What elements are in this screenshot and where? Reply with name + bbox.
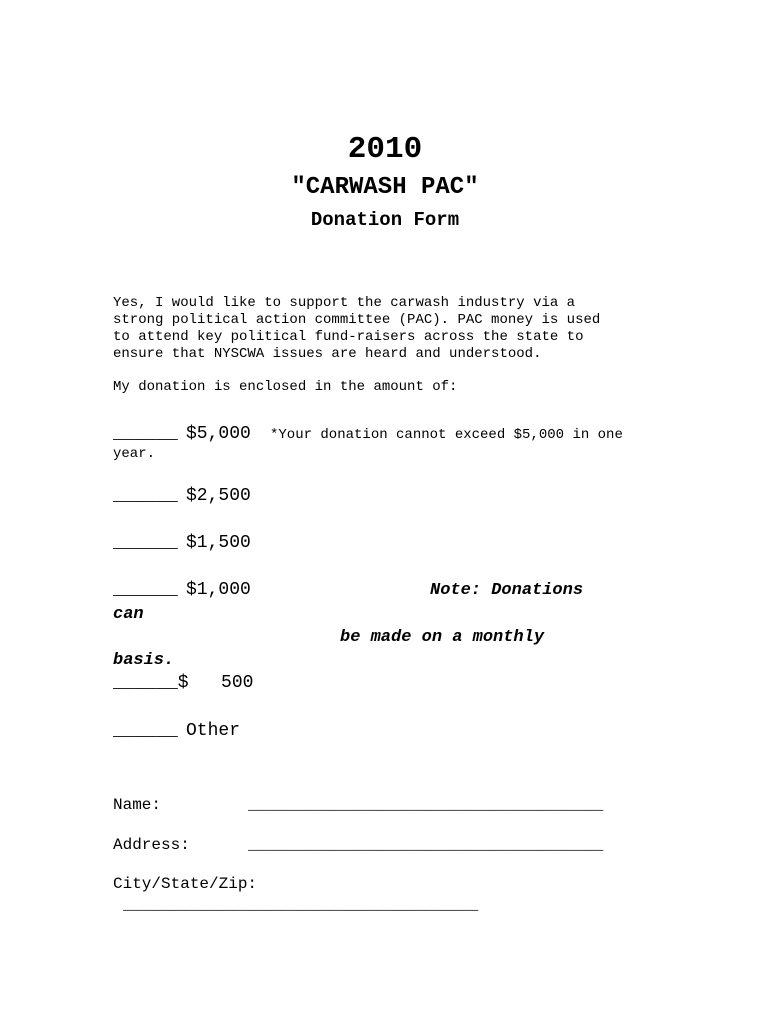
address-label: Address:: [113, 836, 190, 854]
donation-prompt: My donation is enclosed in the amount of:: [113, 379, 458, 395]
name-label: Name:: [113, 796, 162, 814]
form-title: "CARWASH PAC": [291, 174, 479, 201]
amount-500-line[interactable]: ______$ 500: [113, 673, 254, 693]
note-part-4: basis.: [113, 651, 175, 670]
amount-1000: $1,000: [186, 580, 251, 600]
name-line[interactable]: _____________________________________: [248, 796, 604, 814]
address-line[interactable]: _____________________________________: [248, 836, 604, 854]
intro-line-2: strong political action committee (PAC). PAC money is used: [113, 312, 601, 328]
note-part-3: be made on a monthly: [340, 628, 545, 647]
blank-1000[interactable]: ______: [113, 580, 178, 600]
intro-line-4: ensure that NYSCWA issues are heard and understood.: [113, 346, 542, 362]
city-state-zip-line[interactable]: _____________________________________: [123, 896, 479, 914]
limit-note-cont: year.: [113, 446, 156, 462]
amount-2500: $2,500: [186, 486, 251, 506]
intro-line-1: Yes, I would like to support the carwash industry via a: [113, 295, 576, 311]
note-part-1: Note: Donations: [430, 581, 584, 600]
blank-2500[interactable]: ______: [113, 486, 178, 506]
amount-other: Other: [186, 721, 241, 741]
amount-1500: $1,500: [186, 533, 251, 553]
form-year: 2010: [347, 132, 423, 167]
blank-1500[interactable]: ______: [113, 533, 178, 553]
limit-note: *Your donation cannot exceed $5,000 in one: [270, 427, 623, 443]
blank-other[interactable]: ______: [113, 721, 178, 741]
note-part-2: can: [113, 605, 144, 624]
amount-5000: $5,000: [186, 424, 251, 444]
form-subtitle: Donation Form: [310, 209, 460, 231]
blank-5000[interactable]: ______: [113, 424, 178, 444]
city-state-zip-label: City/State/Zip:: [113, 875, 258, 893]
intro-line-3: to attend key political fund-raisers across the state to: [113, 329, 584, 345]
